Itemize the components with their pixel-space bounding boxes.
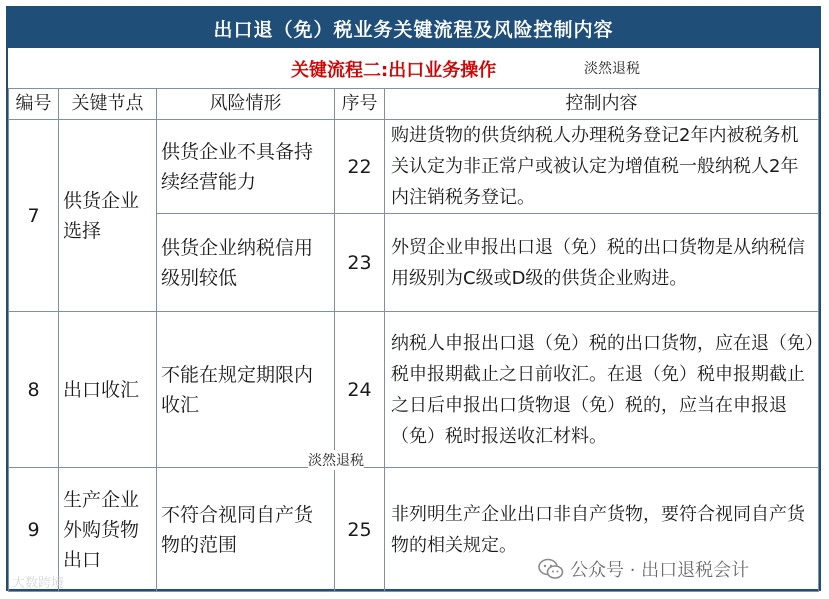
cell-seq: 23 [335,214,385,312]
cell-no: 7 [9,120,59,312]
cell-no: 8 [9,312,59,468]
header-control: 控制内容 [385,89,819,120]
cell-node: 出口收汇 [59,312,157,468]
cell-risk: 不能在规定期限内收汇 [157,312,335,468]
section-subtitle: 关键流程二:出口业务操作 [291,60,497,81]
cell-control: 外贸企业申报出口退（免）税的出口货物是从纳税信用级别为C级或D级的供货企业购进。 [385,214,819,312]
cell-no: 9 [9,468,59,592]
cell-node: 供货企业选择 [59,120,157,312]
table-header-row [9,89,819,120]
cell-risk: 不符合视同自产货物的范围 [157,468,335,592]
wechat-account-label: 公众号 · 出口退税会计 [570,560,750,581]
header-seq: 序号 [335,89,385,120]
header-risk: 风险情形 [157,89,335,120]
document-frame [6,6,821,591]
watermark-logo-text: 大数跨境 [12,576,65,591]
cell-seq: 24 [335,312,385,468]
cell-control: 购进货物的供货纳税人办理税务登记2年内被税务机关认定为非正常户或被认定为增值税一般纳税人2年内注销税务登记。 [385,120,819,214]
cell-node: 生产企业外购货物出口 [59,468,157,592]
cell-seq: 25 [335,468,385,592]
watermark-text: 淡然退税 [308,450,364,470]
wechat-watermark [538,556,749,582]
document-title: 出口退（免）税业务关键流程及风险控制内容 [8,8,819,48]
header-node: 关键节点 [59,89,157,120]
header-no: 编号 [9,89,59,120]
risk-control-table [8,88,819,592]
cell-risk: 供货企业不具备持续经营能力 [157,120,335,214]
cell-control: 非列明生产企业出口非自产货物，要符合视同自产货物的相关规定。 [385,468,819,592]
wechat-icon [538,558,564,580]
cell-seq: 22 [335,120,385,214]
watermark-text: 淡然退税 [584,61,640,77]
cell-control: 纳税人申报出口退（免）税的出口货物，应在退（免）税申报期截止之日前收汇。在退（免）税申报期截止之日后申报出口货物退（免）税的，应当在申报退（免）税时报送收汇材料。 [385,312,819,468]
cell-risk: 供货企业纳税信用级别较低 [157,214,335,312]
table-row [9,312,819,468]
subtitle-row [8,48,819,89]
table-row [9,120,819,214]
